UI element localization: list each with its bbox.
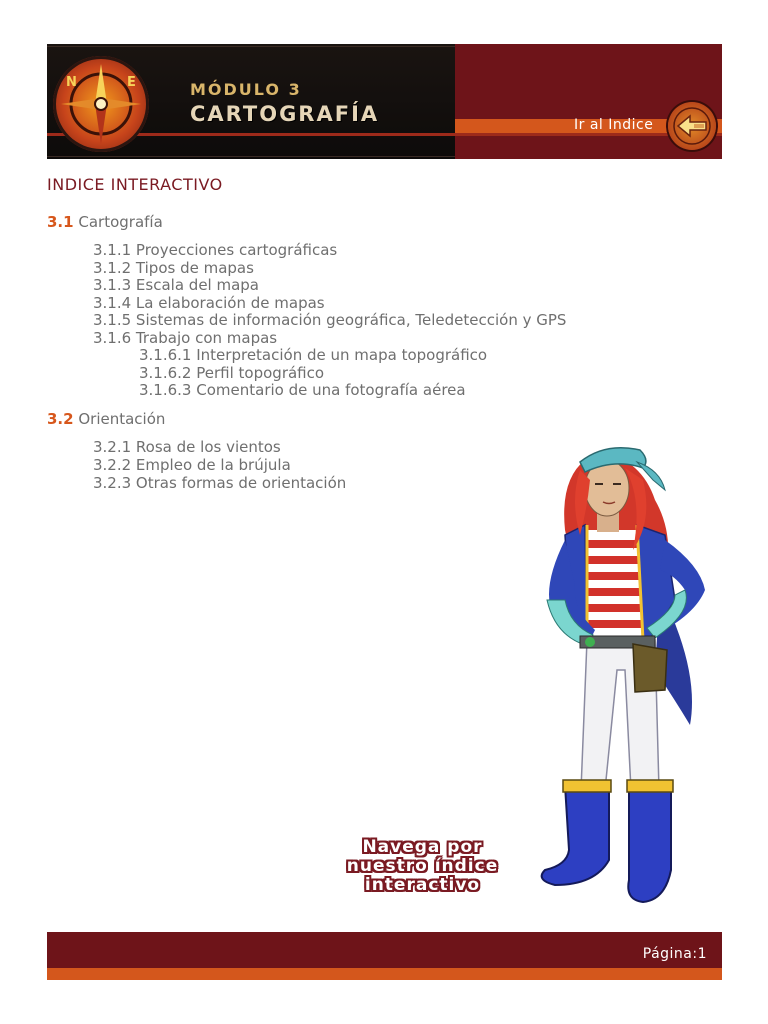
footer-accent-stripe [47, 968, 722, 980]
svg-text:E: E [127, 75, 136, 90]
back-to-index-button[interactable] [668, 102, 716, 150]
section-3-2[interactable] [47, 410, 165, 428]
compass-icon [53, 56, 149, 152]
index-item-3-1-6-1[interactable]: 3.1.6.1 Interpretación de un mapa topográfico [139, 346, 488, 364]
index-item-3-2-1[interactable]: 3.2.1 Rosa de los vientos [93, 438, 281, 456]
navigation-caption [315, 838, 530, 895]
index-item-3-2-2[interactable]: 3.2.2 Empleo de la brújula [93, 456, 291, 474]
svg-text:N: N [66, 75, 77, 90]
index-item-3-1-1[interactable]: 3.1.1 Proyecciones cartográficas [93, 241, 338, 259]
go-to-index-link[interactable]: Ir al Indice [574, 117, 654, 133]
page-number: Página:1 [642, 946, 707, 962]
index-item-3-1-6-2[interactable]: 3.1.6.2 Perfil topográfico [139, 364, 325, 382]
section-label: Orientación [78, 410, 166, 428]
module-title: CARTOGRAFÍA [190, 102, 380, 126]
section-number: 3.1 [47, 213, 74, 231]
index-item-3-1-5[interactable]: 3.1.5 Sistemas de información geográfica, Teledetección y GPS [93, 311, 567, 329]
index-item-3-1-3[interactable]: 3.1.3 Escala del mapa [93, 276, 259, 294]
pirate-character-illustration [525, 440, 725, 919]
index-item-3-1-4[interactable]: 3.1.4 La elaboración de mapas [93, 294, 325, 312]
section-label: Cartografía [78, 213, 163, 231]
index-item-3-1-6[interactable]: 3.1.6 Trabajo con mapas [93, 329, 278, 347]
module-header [47, 44, 722, 159]
page-footer [47, 932, 722, 968]
section-number: 3.2 [47, 410, 74, 428]
arrow-left-icon [668, 102, 716, 150]
caption-line: interactivo [364, 875, 481, 895]
module-number: MÓDULO 3 [190, 80, 302, 99]
section-3-1[interactable] [47, 213, 163, 231]
caption-line: nuestro índice [346, 856, 499, 876]
index-item-3-2-3[interactable]: 3.2.3 Otras formas de orientación [93, 474, 347, 492]
caption-line: Navega por [362, 837, 483, 857]
index-title: INDICE INTERACTIVO [47, 175, 223, 194]
index-item-3-1-2[interactable]: 3.1.2 Tipos de mapas [93, 259, 254, 277]
index-item-3-1-6-3[interactable]: 3.1.6.3 Comentario de una fotografía aérea [139, 381, 466, 399]
